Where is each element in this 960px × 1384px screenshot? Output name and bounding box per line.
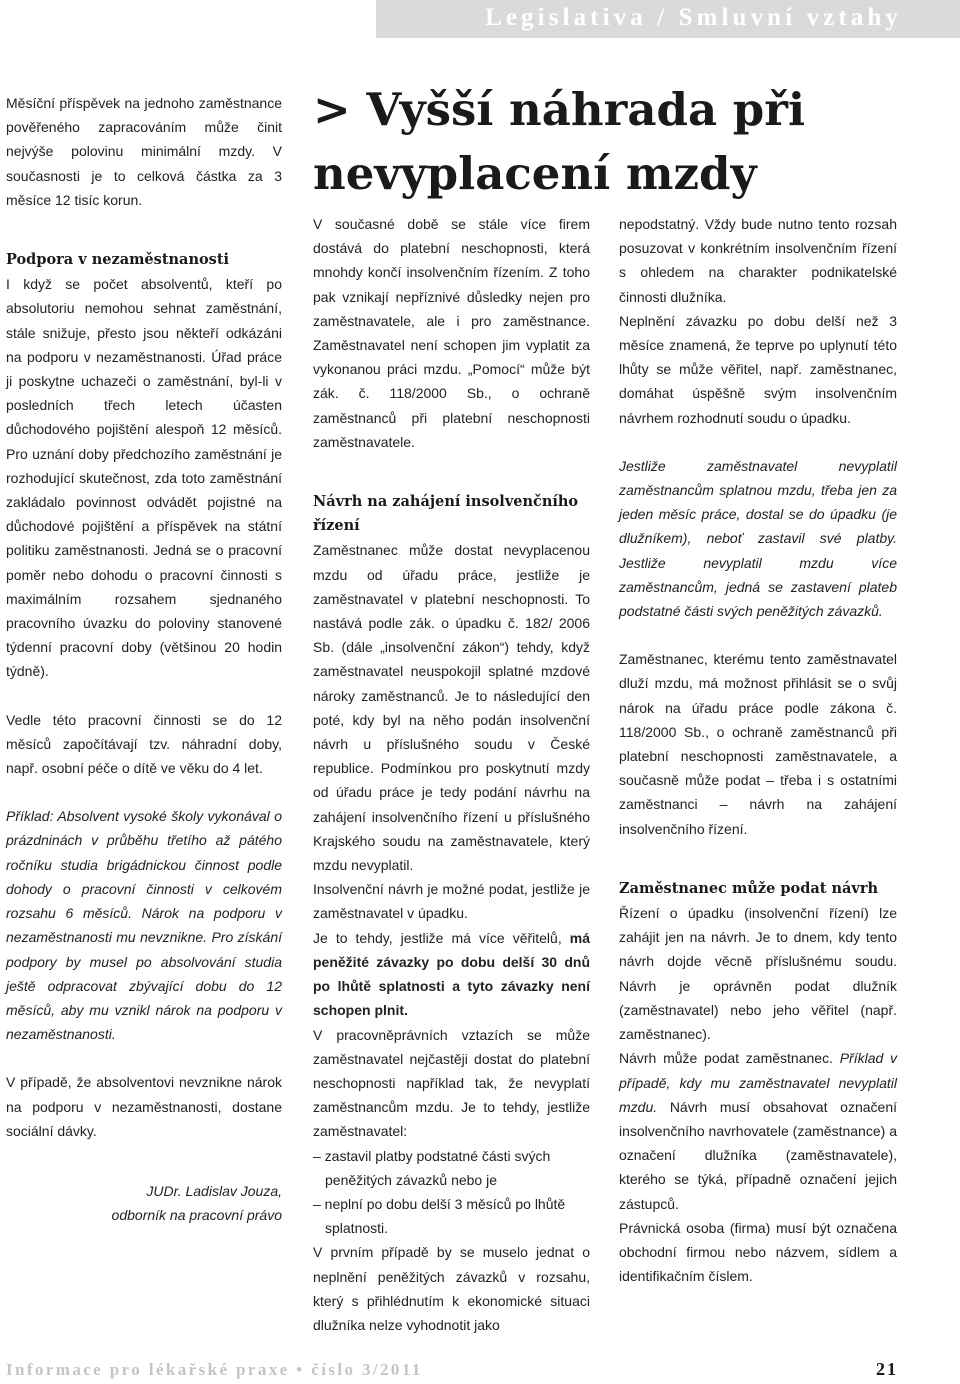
paragraph: I když se počet absolventů, kteří po absolutoriu nemohou sehnat zaměstnání, stále snižuje, přesto jsou někteří odkázáni na podporu v nezaměstnanosti. Úřad práce ji poskytne uchazeči o zaměstnání, byl-li v posledních třech letech účasten důchodového pojištění alespoň 12 měsíců. Pro uznání doby předchozího zaměstnání je rozhodující skutečnost, zda toto zaměstnání zakládalo povinnost odvádět pojistné na důchodové pojištění a příspěvek na státní politiku zaměstnanosti. Jedná se o pracovní poměr nebo dohodu o pracovní činnosti s maximálním rozsahem sjednaného pracovního úvazku do poloviny stanovené týdenní pracovní doby (většinou 20 hodin týdně).: [6, 276, 282, 680]
paragraph: V prvním případě by se muselo jednat o neplnění peněžitých závazků v rozsahu, který s přihlédnutím k ekonomické situaci dlužníka nelze vyhodnotit jako: [313, 1244, 590, 1333]
paragraph: V pracovněprávních vztazích se může zaměstnavatel nejčastěji dostat do platební neschopnosti například tak, že nevyplatí zaměstnancům mzdu. Je to tehdy, jestliže zaměstnavatel:: [313, 1026, 590, 1140]
text-run: Návrh musí obsahovat označení insolvenčního navrhovatele (zaměstnance) a označení dlužníka (zaměstnavatele), kterého se týká, případně označení jejich zástupců.: [619, 1098, 897, 1212]
page-number: 21: [876, 1359, 898, 1379]
column-left: [6, 91, 282, 1227]
paragraph: [619, 1046, 897, 1215]
paragraph: Právnická osoba (firma) musí být označena obchodní firmou nebo názvem, sídlem a identifikačním číslem.: [619, 1219, 897, 1285]
column-right: [619, 212, 897, 1288]
article-headline: > Vyšší náhrada při nevyplacení mzdy: [313, 83, 806, 200]
paragraph: Vedle této pracovní činnosti se do 12 měsíců započítávají tzv. náhradní doby, např. osobní péče o dítě ve věku do 4 let.: [6, 711, 282, 777]
paragraph: V současné době se stále více firem dostává do platební neschopnosti, která mnohdy končí insolvenčním řízením. Z toho pak vznikají nepříznivé důsledky nejen pro zaměstnavatele, ale i pro zaměstnance. Zaměstnavatel není schopen jim vyplatit za vykonanou práci mzdu. „Pomocí“ může být zák. č. 118/2000 Sb., o ochraně zaměstnanců při platební neschopnosti zaměstnavatele.: [313, 216, 590, 450]
bold-text: má peněžité závazky po dobu delší 30 dnů po lhůtě splatnosti a tyto závazky není schopen plnit.: [313, 929, 590, 1019]
publication-footer: Informace pro lékařské praxe • číslo 3/2011: [6, 1360, 423, 1379]
text-run: Je to tehdy, jestliže má více věřitelů,: [313, 929, 570, 946]
paragraph: Zaměstnanec může dostat nevyplacenou mzdu od úřadu práce, jestliže je zaměstnavatel v platební neschopnosti. To nastává podle zák. o úpadku č. 182/ 2006 Sb. (dále „insolvenční zákon“) tehdy, když zaměstnavatel neuspokojil splatné mzdové nároky zaměstnanců. Je to následující den poté, kdy byl na něho podán insolvenční návrh u příslušného soudu v České republice. Podmínkou pro poskytnutí mzdy od úřadu práce je tedy podání návrhu na zahájení insolvenčního řízení u příslušného Krajského soudu na zaměstnavatele, který mzdu nevyplatil.: [313, 542, 590, 874]
subheading-unemployment-support: Podpora v nezaměstnanosti: [6, 251, 230, 269]
paragraph: V případě, že absolventovi nevznikne nárok na podporu v nezaměstnanosti, dostane sociální dávky.: [6, 1074, 282, 1139]
section-header: Legislativa / Smluvní vztahy: [485, 4, 902, 31]
paragraph: Řízení o úpadku (insolvenční řízení) lze zahájit jen na návrh. Je to dnem, kdy tento návrh dojde věcně příslušnému soudu. Návrh je oprávněn podat dlužník (zaměstnavatel) nebo jeho věřitel (např. zaměstnanec).: [619, 905, 897, 1043]
subheading-employee-may-file: Zaměstnanec může podat návrh: [619, 879, 879, 897]
paragraph: Zaměstnanec, kterému tento zaměstnavatel dluží mzdu, má možnost přihlásit se o svůj nárok na úřadu práce podle zákona č. 118/2000 Sb., o ochraně zaměstnanců při platební neschopnosti zaměstnavatele, a současně může podat – třeba i s ostatními zaměstnanci – návrh na zahájení insolvenčního řízení.: [619, 651, 897, 837]
paragraph: Měsíční příspěvek na jednoho zaměstnance pověřeného zapracováním může činit nejvýše polovinu minimální mzdy. V současnosti je to celková částka za 3 měsíce 12 tisíc korun.: [6, 95, 282, 208]
italic-paragraph: Jestliže zaměstnavatel nevyplatil zaměstnancům splatnou mzdu, třeba jen za jeden měsíc práce, dostal se do úpadku (je dlužníkem), neboť zastavil své platby. Jestliže nevyplatil mzdu více zaměstnancům, jedná se zastavení plateb podstatné části svých peněžitých závazků.: [619, 457, 897, 620]
subheading-insolvency-proposal: Návrh na zahájení insolvenčního řízení: [313, 493, 579, 535]
list-item: – zastavil platby podstatné části svých peněžitých závazků nebo je: [313, 1147, 551, 1188]
text-run: Návrh může podat zaměstnanec.: [619, 1050, 840, 1067]
list-item: – neplní po dobu delší 3 měsíců po lhůtě splatnosti.: [313, 1195, 566, 1237]
italic-text: Příklad v případě, kdy mu zaměstnavatel nevyplatil mzdu.: [619, 1050, 897, 1115]
author-name: JUDr. Ladislav Jouza,: [146, 1182, 282, 1199]
paragraph: [313, 926, 590, 1023]
column-middle: [313, 212, 590, 1337]
paragraph: nepodstatný. Vždy bude nutno tento rozsah posuzovat v konkrétním insolvenčním řízení s ohledem na charakter podnikatelské činnosti dlužníka.: [619, 216, 897, 305]
section-header-band: [376, 0, 960, 38]
author-role: odborník na pracovní právo: [111, 1207, 282, 1224]
example-paragraph: Příklad: Absolvent vysoké školy vykonával o prázdninách v průběhu třetího až pátého ročníku studia brigádnickou činnost podle dohody o pracovní činnosti v celkovém rozsahu 6 měsíců. Nárok na podporu v nezaměstnanosti mu nevznikne. Pro získání podpory by musel po absolvování studia ještě odpracovat zbývající dobu do 12 měsíců, aby mu vznikl nárok na podporu v nezaměstnanosti.: [6, 808, 282, 1043]
paragraph: Neplnění závazku po dobu delší než 3 měsíce znamená, že teprve po uplynutí této lhůty se může věřitel, např. zaměstnanec, domáhat úspěšně svým insolvenčním návrhem rozhodnutí soudu o úpadku.: [619, 312, 897, 426]
paragraph: Insolvenční návrh je možné podat, jestliže je zaměstnavatel v úpadku.: [313, 881, 590, 922]
